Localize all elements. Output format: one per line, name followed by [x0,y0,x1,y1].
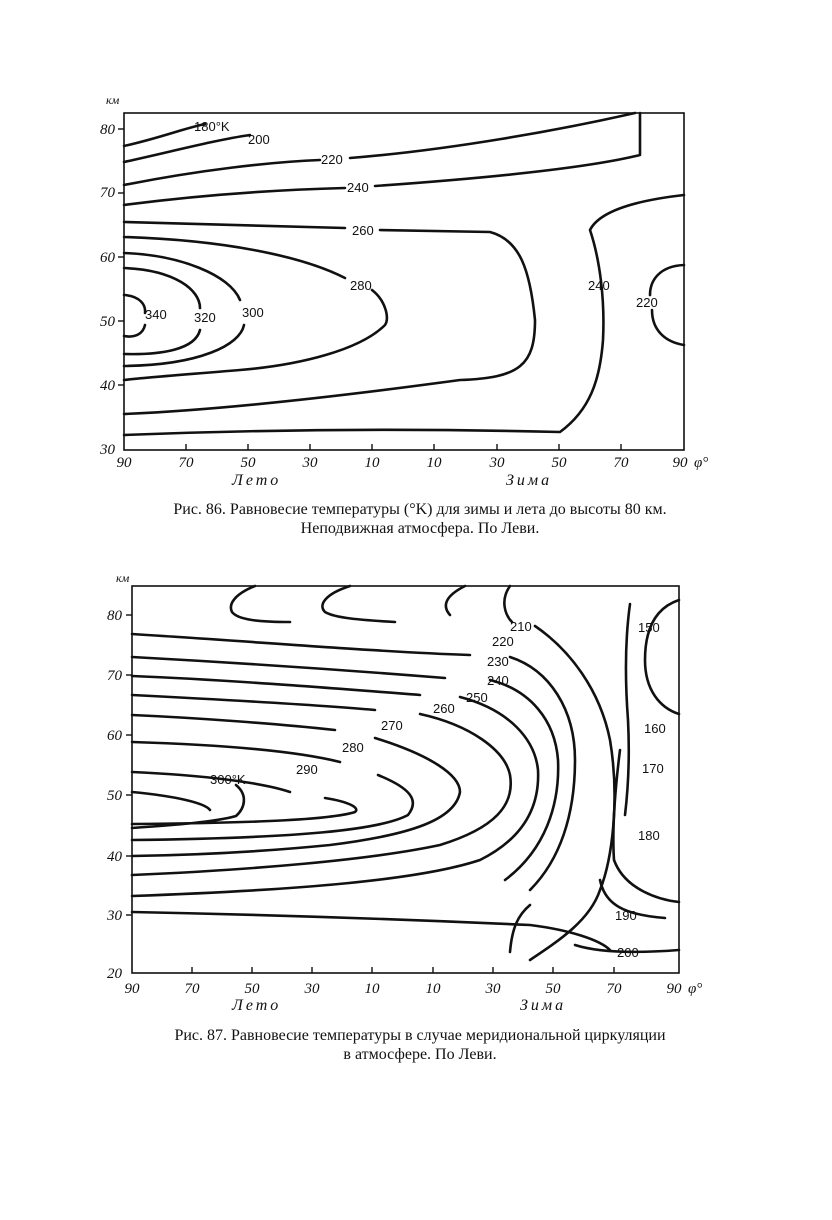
y-tick: 20 [107,966,122,982]
x-tick: 90 [116,455,132,471]
x-tick: 30 [302,455,318,471]
y-tick: 40 [100,378,115,394]
contour-label: 270 [381,718,403,733]
contour-label: 190 [615,908,637,923]
contour-label: 240 [588,278,610,293]
y-tick: 80 [100,122,115,138]
figure-86-caption [80,500,760,538]
x-tick: 70 [606,981,622,997]
season-winter-label: Зима [506,472,553,489]
contour-label: 300 [242,305,264,320]
x-tick: 30 [485,981,501,997]
figure-87-caption [80,1026,760,1064]
x-tick: 70 [178,455,194,471]
contour-labels [145,119,658,325]
caption-line: Рис. 87. Равновесие температуры в случае меридиональной циркуляции [174,1027,666,1044]
x-tick: 90 [672,455,688,471]
x-tick: 10 [425,981,441,997]
y-tick: 80 [107,608,122,624]
x-axis [125,967,703,1014]
x-tick: 90 [124,981,140,997]
y-axis [106,608,132,982]
x-tick: 50 [240,455,256,471]
contour-label: 260 [352,223,374,238]
contour-label: 300°K [210,772,246,787]
x-tick: 10 [364,981,380,997]
x-tick: 70 [184,981,200,997]
caption-line: в атмосфере. По Леви. [343,1046,497,1063]
y-tick: 40 [107,849,122,865]
x-tick: 10 [364,455,380,471]
x-tick: 30 [489,455,505,471]
x-unit-label: φ° [694,455,709,471]
contour-label: 240 [347,180,369,195]
contour-label: 210 [510,619,532,634]
contour-label: 170 [642,761,664,776]
contour-label: 280 [342,740,364,755]
y-tick: 60 [107,728,122,744]
contour-label: 150 [638,620,660,635]
y-unit-label: км [106,93,120,107]
contour-label: 220 [636,295,658,310]
x-tick: 50 [551,455,567,471]
x-unit-label: φ° [688,981,703,997]
y-unit-label: км [116,571,130,585]
y-tick: 70 [107,668,122,684]
y-tick: 50 [107,788,122,804]
x-tick: 70 [613,455,629,471]
figure-86-contour-chart [0,0,832,560]
contour-label: 200 [248,132,270,147]
contour-label: 250 [466,690,488,705]
x-tick: 10 [426,455,442,471]
x-tick: 50 [244,981,260,997]
y-tick: 70 [100,185,115,201]
contour-label: 320 [194,310,216,325]
contour-label: 180 [638,828,660,843]
season-winter-label: Зима [520,997,567,1014]
contour-label: 200 [617,945,639,960]
caption-line: Рис. 86. Равновесие температуры (°K) для зимы и лета до высоты 80 км. [173,501,667,518]
contour-label: 290 [296,762,318,777]
y-tick: 30 [100,442,115,458]
contour-label: 180°K [194,119,230,134]
x-tick: 50 [545,981,561,997]
y-axis [99,122,124,458]
season-summer-label: Лето [232,997,282,1014]
season-summer-label: Лето [232,472,282,489]
contour-label: 230 [487,654,509,669]
figure-87-contour-chart [0,560,832,1030]
contour-label: 340 [145,307,167,322]
x-tick: 90 [666,981,682,997]
y-tick: 30 [107,908,122,924]
contour-label: 160 [644,721,666,736]
x-tick: 30 [304,981,320,997]
y-tick: 60 [100,250,115,266]
contour-lines [124,113,684,435]
contour-label: 260 [433,701,455,716]
contour-label: 280 [350,278,372,293]
caption-line: Неподвижная атмосфера. По Леви. [300,520,540,537]
contour-label: 220 [321,152,343,167]
y-tick: 50 [100,314,115,330]
contour-label: 240 [487,673,509,688]
contour-label: 220 [492,634,514,649]
